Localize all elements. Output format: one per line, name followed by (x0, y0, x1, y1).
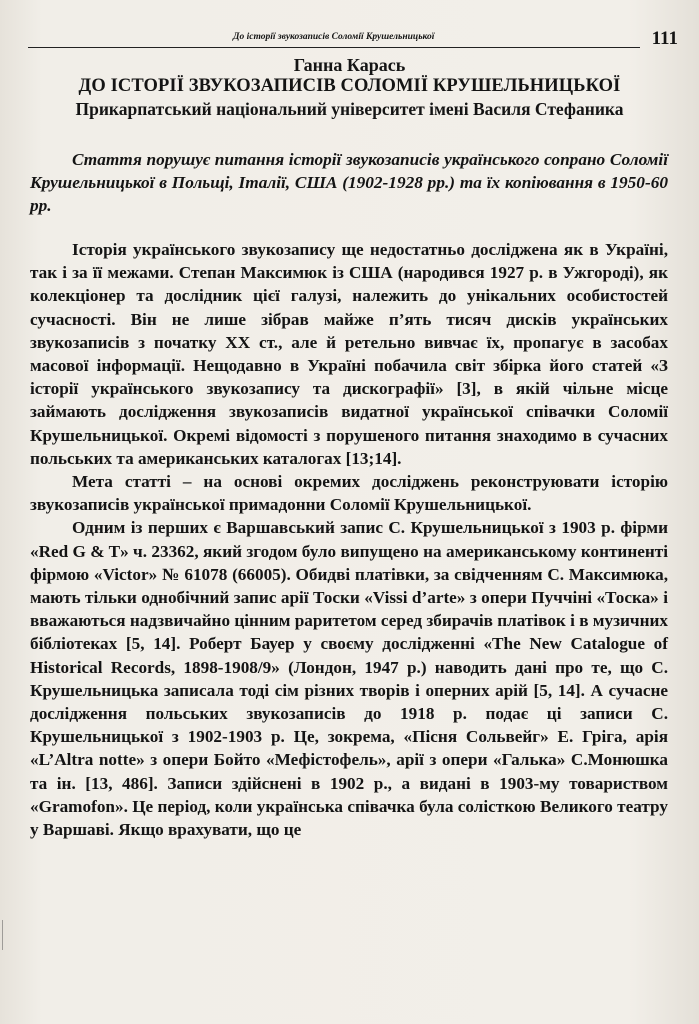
running-header (28, 26, 678, 52)
body-paragraph: Мета статті – на основі окремих досліджень реконструювати історію звукозаписів української примадонни Соломії Крушельницької. (30, 472, 668, 515)
article-author: Ганна Карась (293, 55, 406, 75)
page-number: 111 (651, 28, 678, 49)
header-rule (28, 47, 640, 48)
scan-margin-mark (2, 920, 6, 950)
body-paragraph: Одним із перших є Варшавський запис С. Крушельницької з 1903 р. фірми «Red G & T» ч. 23362, який згодом було випущено на американському континенті фірмою «Victor» № 61078 (66005). Обидві платівки, за свідченням С. Максимюка, мають тільки однобічний запис арії Тоски «Vissi d’arte» з опери Пуччіні «Тоска» і вважаються надзвичайно цінним раритетом серед збирачів платівок і в музичних бібліотеках [5, 14]. Роберт Бауер у своєму дослідженні «The New Catalogue of Historical Records, 1898-1908/9» (Лондон, 1947 р.) наводить дані про те, що С. Крушельницька записала тоді сім різних творів і оперних арій [5, 14]. А сучасне дослідження польських звукозаписів до 1918 р. подає ці записи С. Крушельницької з 1902-1903 р. Це, зокрема, «Пісня Сольвейг» Е. Гріга, арія «L’Altra notte» з опери Бойто «Мефістофель», арії з опери «Галька» С.Монюшка та ін. [13, 486]. Записи здійснені в 1902 р., а видані в 1903-му товариством «Gramofon». Це період, коли українська співачка була солісткою Великого театру у Варшаві. Якщо врахувати, що це (30, 518, 668, 840)
running-title: До історії звукозаписів Соломії Крушельницької (233, 32, 435, 42)
article-affiliation: Прикарпатський національний університет імені Василя Стефаника (75, 99, 624, 119)
body-paragraph: Історія українського звукозапису ще недостатньо досліджена як в Україні, так і за її межами. Степан Максимюк із США (народився 1927 р. в Ужгороді), як колекціонер та дослідник цієї галузі, належить до унікальних особистостей сучасності. Він не лише зібрав майже п’ять тисяч дисків українських звукозаписів з початку XX ст., але й ретельно вивчає їх, пропагує в засобах масової інформації. Нещодавно в Україні побачила світ збірка його статей «З історії українського звукозапису та дискографії» [3], в якій чільне місце займають дослідження звукозаписів видатної української співачки Соломії Крушельницької. Окремі відомості з порушеного питання знаходимо в сучасних польських та американських каталогах [13;14]. (30, 240, 668, 468)
article-title: ДО ІСТОРІЇ ЗВУКОЗАПИСІВ СОЛОМІЇ КРУШЕЛЬНИЦЬКОЇ (78, 76, 621, 96)
article-abstract: Стаття порушує питання історії звукозаписів українського сопрано Соломії Крушельницької в Польщі, Італії, США (1902-1928 рр.) та їх копіювання в 1950-60 рр. (30, 150, 668, 215)
article-body (30, 238, 668, 841)
